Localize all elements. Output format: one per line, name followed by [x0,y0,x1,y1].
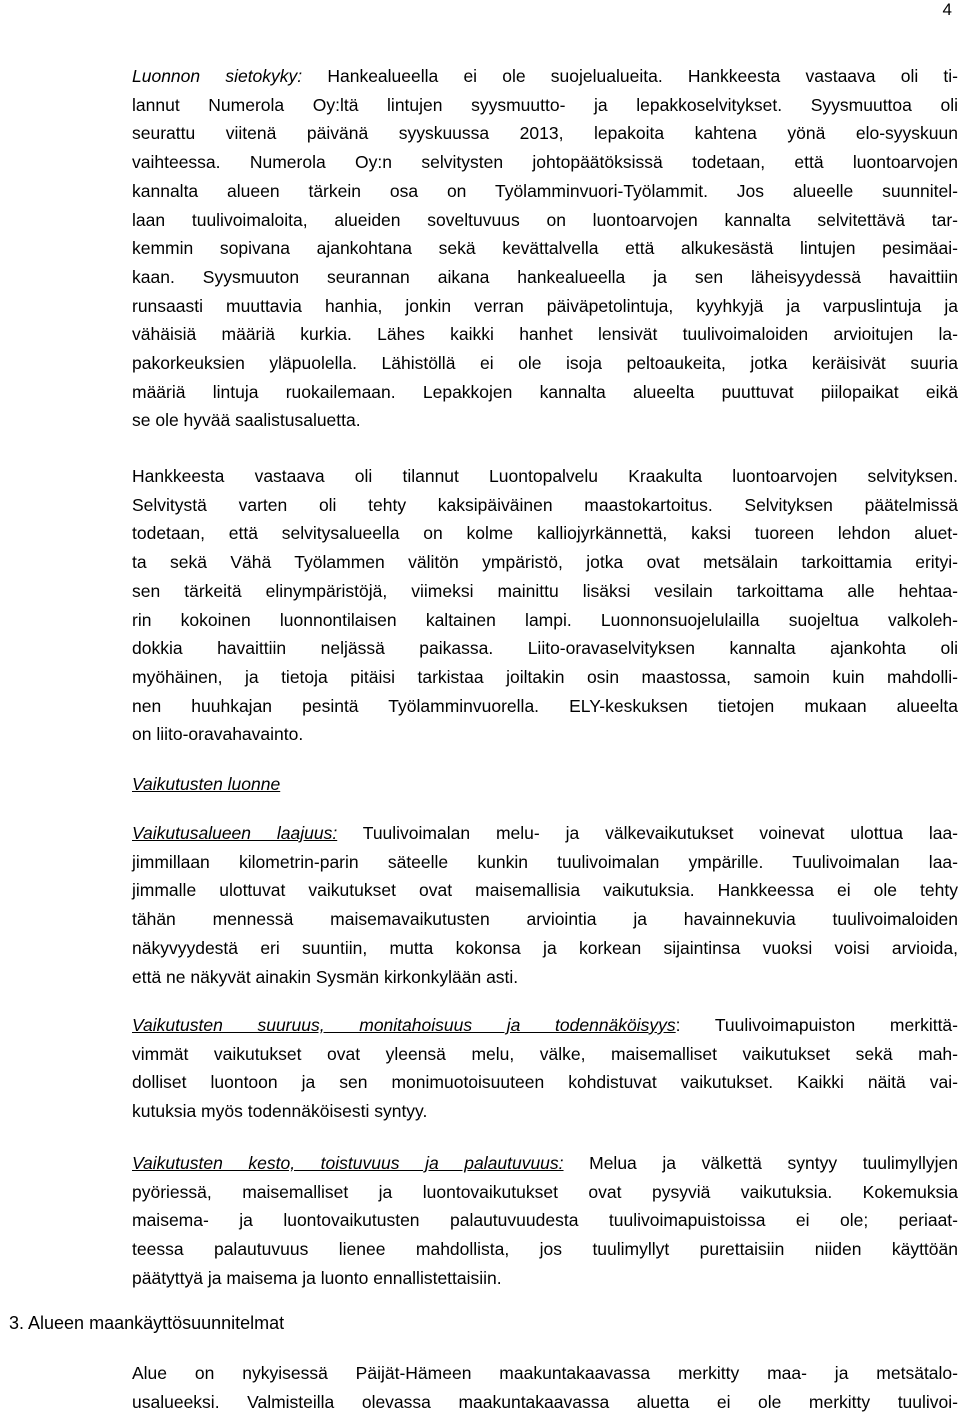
text-line: usalueeksi. Valmisteilla olevassa maakuntakaavassa aluetta ei ole merkitty tuulivoi- [132,1391,958,1412]
inline-label: Luonnon sietokyky: [132,66,303,86]
paragraph-nature-survey [132,462,958,749]
text-line: maisema- ja luontovaikutusten palautuvuudesta tuulivoimapuistoissa ei ole; periaat- [132,1210,958,1231]
paragraph-impact-extent [132,819,958,991]
text-line: seurattu viitenä päivänä syyskuussa 2013, lepakoita kahtena yönä elo-syyskuun [132,123,958,144]
text-line: päätyttyä ja maisema ja luonto ennallistettaisiin. [132,1267,502,1288]
text-line: ta sekä Vähä Työlammen välitön ympäristö, jotka ovat metsälain tarkoittamia erityi- [132,552,958,573]
text-line: jimmalle ulottuvat vaikutukset ovat maisemallisia vaikutuksia. Hankkeessa ei ole tehty [132,880,958,901]
subheading-text: Vaikutusten luonne [132,774,281,794]
text-line: näkyvyydestä eri suuntiin, mutta kokonsa ja korkean sijaintinsa vuoksi voisi arvioida, [132,937,958,958]
paragraph-impact-duration [132,1149,958,1293]
text-line: vaihteessa. Numerola Oy:n selvitysten johtopäätöksissä todetaan, että luontoarvojen [132,152,958,173]
text-line: tähän mennessä maisemavaikutusten arviointia ja havainnekuvia tuulivoimaloiden [132,909,958,930]
inline-label: Vaikutusalueen laajuus: [132,823,338,843]
text-line: Vaikutusalueen laajuus: Tuulivoimalan melu- ja välkevaikutukset voinevat ulottua laa- [132,823,959,843]
text-line: myöhäinen, ja tietoja pitäisi tarkistaa joiltakin osin maastossa, samoin kuin mahdolli- [132,666,958,687]
text-line: runsaasti muuttavia hanhia, jonkin verran päiväpetolintuja, kyyhkyjä ja varpuslintuja ja [132,295,958,316]
text-line: Hankkeesta vastaava oli tilannut Luontopalvelu Kraakulta luontoarvojen selvityksen. [132,466,958,486]
text-line: kemmin sopivana ajankohtana sekä kevättalvella että alkukesästä lintujen pesimäai- [132,238,958,259]
text-line: Vaikutusten suuruus, monitahoisuus ja todennäköisyys: Tuulivoimapuiston merkittä- [132,1015,958,1035]
text-line: teessa palautuvuus lienee mahdollista, jos tuulimyllyt purettaisiin niiden käyttöän [132,1239,958,1260]
text-line: dokkia havaittiin neljässä paikassa. Liito-oravaselvityksen kannalta ajankohta oli [132,638,958,659]
text-line: määriä lintuja ruokailemaan. Lepakkojen kannalta alueelta puuttuvat piilopaikat eikä [132,381,958,402]
paragraph-nature-tolerance [132,62,958,435]
text-line: kannalta alueen tärkein osa on Työlamminvuori-Työlammit. Jos alueelle suunnitel- [132,180,958,201]
subheading-nature-of-impacts [132,770,958,799]
paragraph-regional-plan [132,1359,958,1416]
text-line: lannut Numerola Oy:ltä lintujen syysmuutto- ja lepakkoselvitykset. Syysmuuttoa oli [132,94,958,115]
text-line: laan tuulivoimaloita, alueiden soveltuvuus on luontoarvojen kannalta selvitettävä tar- [132,209,958,230]
text-line: kaan. Syysmuuton seurannan aikana hankealueella ja sen läheisyydessä havaittiin [132,266,958,287]
text-line: se ole hyvää saalistusaluetta. [132,410,361,431]
inline-label: Vaikutusten suuruus, monitahoisuus ja todennäköisyys [132,1015,676,1035]
text-line: jimmillaan kilometrin-parin säteelle kunkin tuulivoimalan ympärille. Tuulivoimalan laa- [132,851,958,872]
text-line: dolliset luontoon ja sen monimuotoisuuteen kohdistuvat vaikutukset. Kaikki näitä vai- [132,1072,958,1093]
section-heading: 3. Alueen maankäyttösuunnitelmat [9,1313,285,1333]
text-line: vähäisiä määriä kurkia. Lähes kaikki hanhet lensivät tuulivoimaloiden arvioitujen la- [132,324,958,345]
text-line: Luonnon sietokyky: Hankealueella ei ole suojelualueita. Hankkeesta vastaava oli ti- [132,66,958,86]
text-line: nen huuhkajan pesintä Työlamminvuorella. ELY-keskuksen tietojen mukaan alueelta [132,695,958,716]
inline-label: Vaikutusten kesto, toistuvuus ja palautuvuus: [132,1153,564,1173]
text-line: todetaan, että selvitysalueella on kolme kalliojyrkännettä, kaksi tuoreen lehdon aluet- [132,523,958,544]
paragraph-impact-magnitude [132,1011,958,1126]
text-line: Vaikutusten kesto, toistuvuus ja palautuvuus: Melua ja välkettä syntyy tuulimyllyjen [132,1153,959,1173]
text-line: Alue on nykyisessä Päijät-Hämeen maakuntakaavassa merkitty maa- ja metsätalo- [132,1363,958,1383]
text-line: että ne näkyvät ainakin Sysmän kirkonkylään asti. [132,966,519,987]
text-line: pakorkeuksien yläpuolella. Lähistöllä ei ole isoja peltoaukeita, jotka keräisivät suuria [132,353,958,374]
text-line: on liito-oravahavainto. [132,724,304,745]
text-line: pyöriessä, maisemalliset ja luontovaikutukset ovat pysyviä vaikutuksia. Kokemuksia [132,1181,958,1202]
text-line: rin kokoinen luonnontilaisen kaltainen lampi. Luonnonsuojelulailla suojeltua valkoleh- [132,609,958,630]
text-line: kutuksia myös todennäköisesti syntyy. [132,1101,428,1122]
text-line: Selvitystä varten oli tehty kaksipäiväinen maastokartoitus. Selvityksen päätelmissä [132,494,958,515]
text-line: sen tärkeitä elinympäristöjä, viimeksi mainittu lisäksi vesilain tarkoittama alle hehtaa- [132,580,958,601]
page-number: 4 [942,0,952,19]
text-line: vimmät vaikutukset ovat yleensä melu, välke, maisemalliset vaikutukset sekä mah- [132,1043,958,1064]
